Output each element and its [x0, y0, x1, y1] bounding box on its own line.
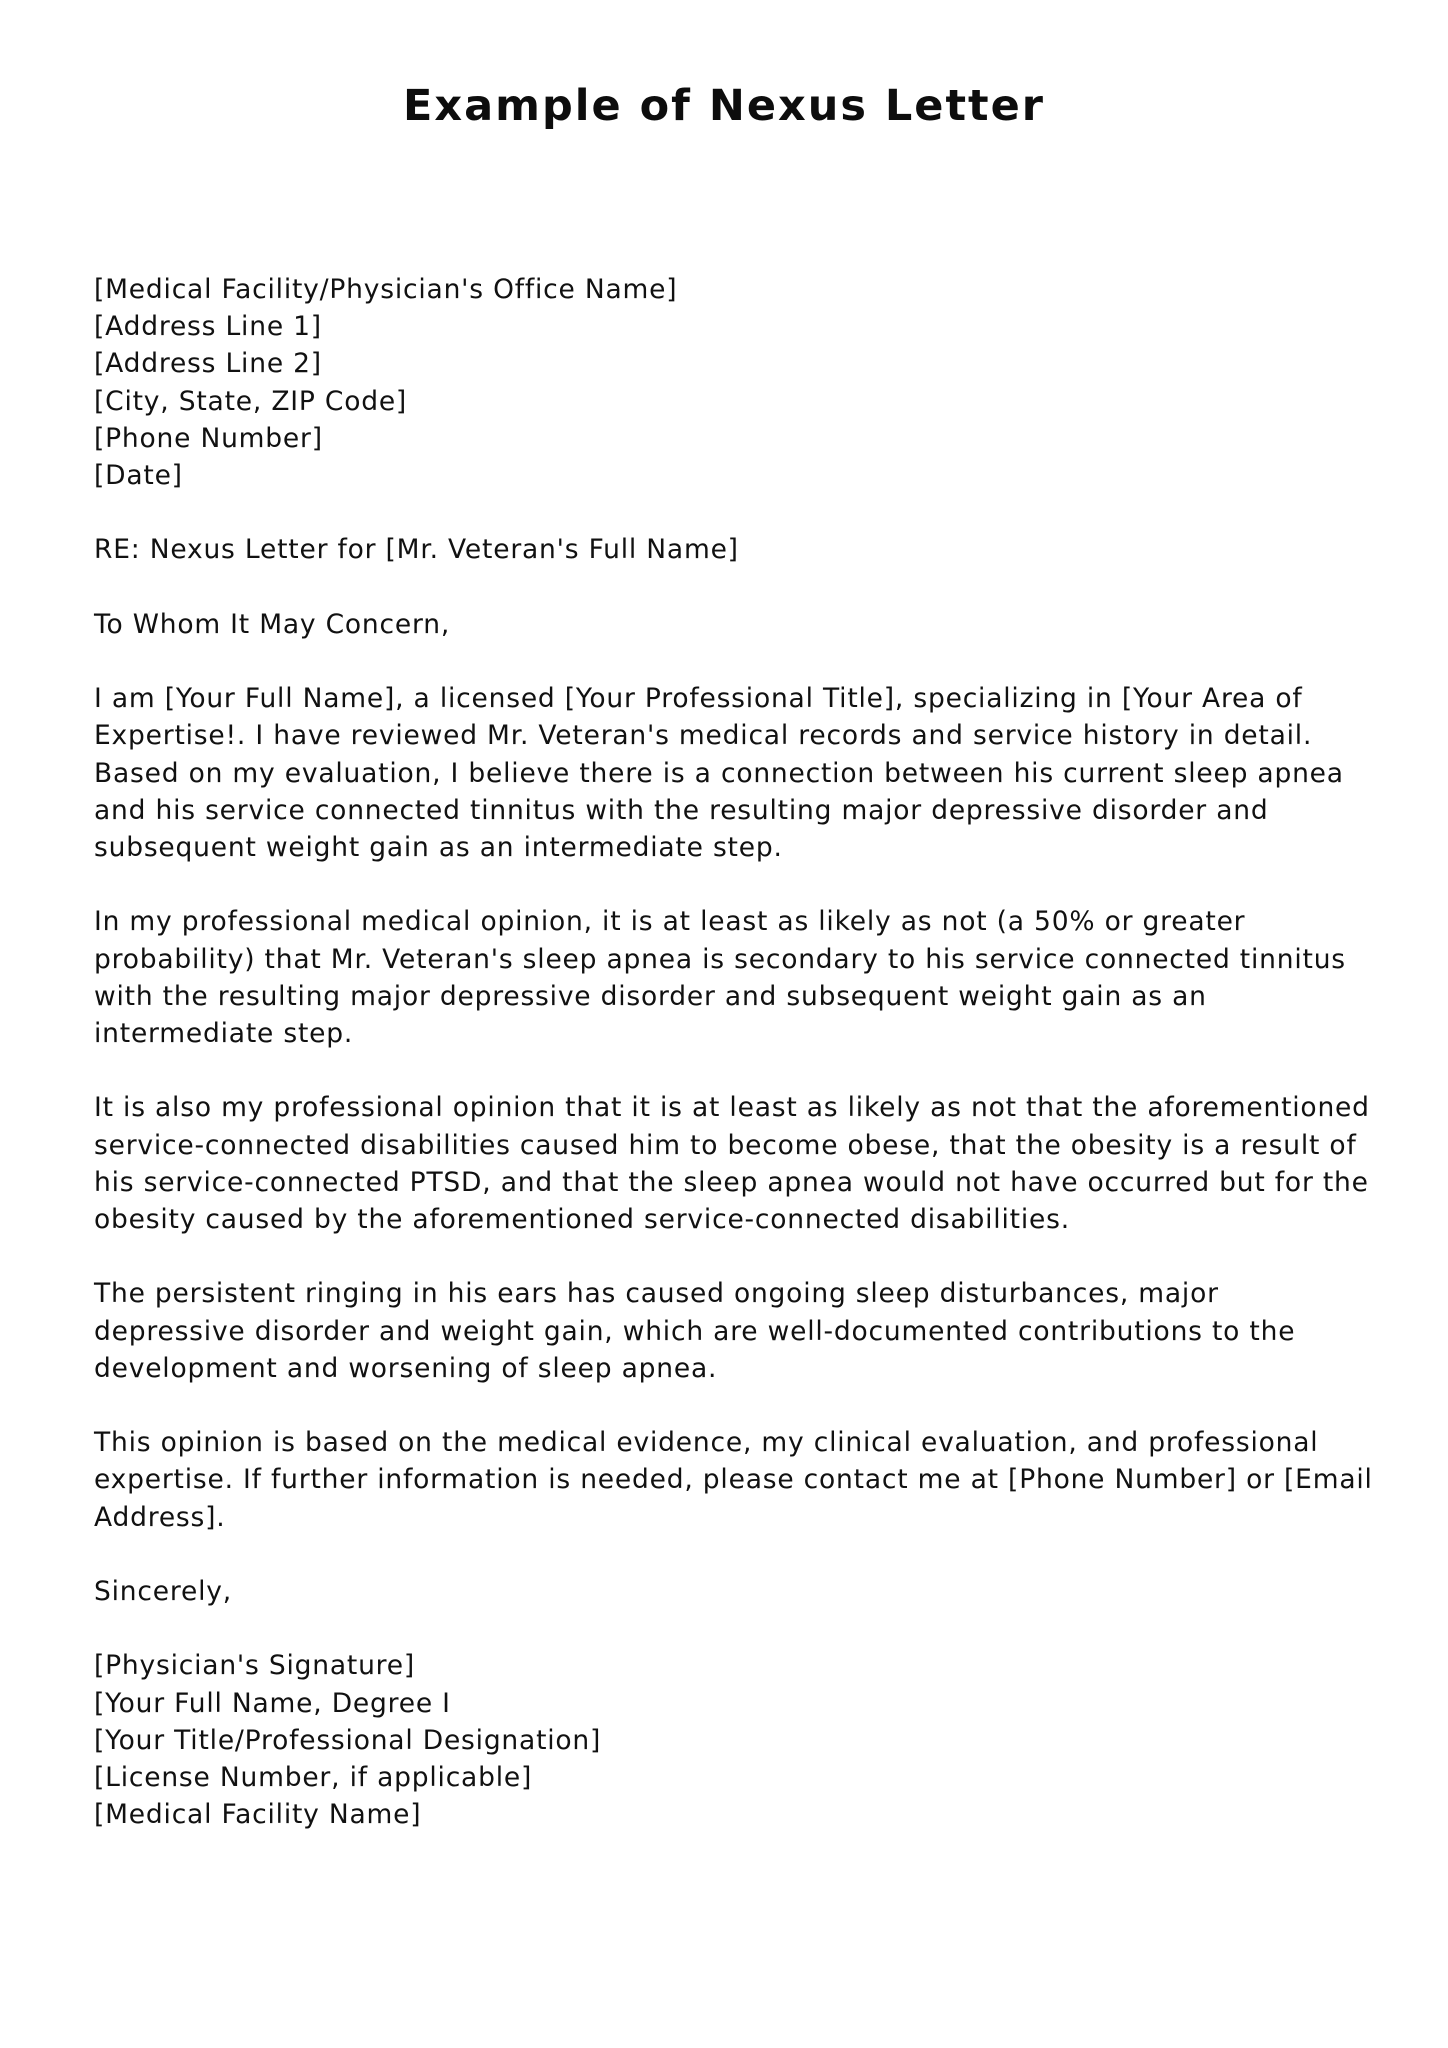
sender-phone: [Phone Number]	[94, 422, 323, 454]
sender-facility-name: [Medical Facility/Physician's Office Name]	[94, 274, 678, 305]
paragraph-line: This opinion is based on the medical evidence, my clinical evaluation, and professional	[94, 1427, 1319, 1459]
signature-placeholder: [Physician's Signature]	[94, 1650, 416, 1682]
signature-block	[94, 1647, 1394, 1833]
sender-address-block	[94, 271, 1394, 494]
closing	[94, 1573, 1394, 1610]
paragraph-obesity-opinion	[94, 1089, 1394, 1238]
salutation-text: To Whom It May Concern,	[94, 608, 451, 640]
signer-license: [License Number, if applicable]	[94, 1761, 533, 1793]
paragraph-line: with the resulting major depressive disorder and subsequent weight gain as an	[94, 980, 1207, 1012]
paragraph-line: obesity caused by the aforementioned service-connected disabilities.	[94, 1204, 1070, 1235]
paragraph-medical-opinion	[94, 903, 1394, 1052]
paragraph-line: Based on my evaluation, I believe there is a connection between his current sleep apnea	[94, 757, 1344, 789]
paragraph-line: In my professional medical opinion, it is at least as likely as not (a 50% or greater	[94, 906, 1246, 938]
sender-city-state-zip: [City, State, ZIP Code]	[94, 385, 408, 417]
letter-body	[94, 271, 1394, 1871]
signer-title: [Your Title/Professional Designation]	[94, 1724, 602, 1756]
salutation	[94, 606, 1394, 643]
paragraph-line: depressive disorder and weight gain, which are well-documented contributions to the	[94, 1315, 1296, 1347]
sender-address-line-1: [Address Line 1]	[94, 311, 322, 343]
paragraph-tinnitus-effects	[94, 1275, 1394, 1387]
paragraph-line: subsequent weight gain as an intermediate step.	[94, 832, 783, 863]
paragraph-line: intermediate step.	[94, 1018, 354, 1049]
paragraph-line: and his service connected tinnitus with the resulting major depressive disorder and	[94, 794, 1269, 826]
paragraph-line: expertise. If further information is needed, please contact me at [Phone Number] or [Email	[94, 1464, 1373, 1496]
paragraph-line: The persistent ringing in his ears has caused ongoing sleep disturbances, major	[94, 1278, 1219, 1310]
paragraph-line: his service-connected PTSD, and that the sleep apnea would not have occurred but for the	[94, 1166, 1369, 1198]
paragraph-contact	[94, 1424, 1394, 1536]
signer-name-degree: [Your Full Name, Degree I	[94, 1687, 451, 1719]
sender-address-line-2: [Address Line 2]	[94, 348, 322, 380]
page-title: Example of Nexus Letter	[403, 81, 1045, 131]
paragraph-introduction	[94, 680, 1394, 866]
letter-date: [Date]	[94, 460, 183, 492]
paragraph-line: development and worsening of sleep apnea.	[94, 1352, 718, 1384]
subject-text: RE: Nexus Letter for [Mr. Veteran's Full Name]	[94, 534, 739, 566]
paragraph-line: service-connected disabilities caused him to become obese, that the obesity is a result of	[94, 1129, 1357, 1161]
paragraph-line: probability) that Mr. Veteran's sleep apnea is secondary to his service connected tinnitus	[94, 943, 1346, 975]
subject-line	[94, 531, 1394, 568]
paragraph-line: I am [Your Full Name], a licensed [Your Professional Title], specializing in [Your Area of	[94, 683, 1303, 715]
paragraph-line: It is also my professional opinion that it is at least as likely as not that the aforementioned	[94, 1092, 1370, 1124]
closing-text: Sincerely,	[94, 1575, 232, 1607]
paragraph-line: Expertise!. I have reviewed Mr. Veteran's medical records and service history in detail.	[94, 720, 1313, 752]
paragraph-line: Address].	[94, 1501, 226, 1533]
signer-facility: [Medical Facility Name]	[94, 1799, 422, 1831]
